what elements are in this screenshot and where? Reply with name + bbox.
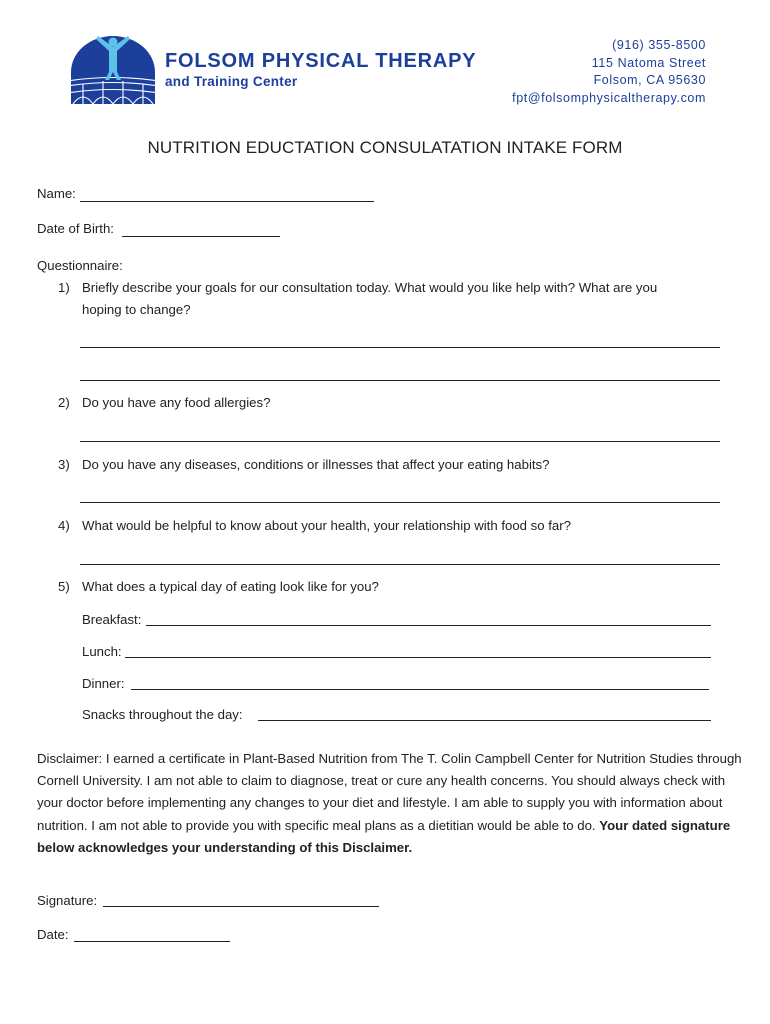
folsom-bridge-logo-icon (69, 34, 157, 106)
signature-label: Signature: (37, 893, 98, 908)
snacks-field-line[interactable] (258, 720, 711, 721)
disclaimer-acknowledgement: Your dated signature below acknowledges your understanding of this Disclaimer. (37, 817, 731, 855)
dinner-label: Dinner: (82, 676, 125, 691)
q1-text-line2: hoping to change? (82, 302, 191, 317)
q2-text: Do you have any food allergies? (82, 395, 271, 410)
q4-number: 4) (58, 518, 70, 533)
q5-text: What does a typical day of eating look like for you? (82, 579, 379, 594)
q1-answer-line-1[interactable] (80, 347, 720, 348)
q3-text: Do you have any diseases, conditions or illnesses that affect your eating habits? (82, 457, 550, 472)
email-address: fpt@folsomphysicaltherapy.com (512, 90, 706, 105)
q1-number: 1) (58, 280, 70, 295)
q3-number: 3) (58, 457, 70, 472)
q1-text-line1: Briefly describe your goals for our consultation today. What would you like help with? What are you (82, 280, 658, 295)
q1-answer-line-2[interactable] (80, 380, 720, 381)
brand-subtitle: and Training Center (165, 74, 298, 89)
street-address: 115 Natoma Street (591, 55, 706, 70)
questionnaire-label: Questionnaire: (37, 258, 123, 273)
city-state-zip: Folsom, CA 95630 (593, 73, 706, 87)
q2-number: 2) (58, 395, 70, 410)
dob-label: Date of Birth: (37, 221, 114, 236)
q4-answer-line[interactable] (80, 564, 720, 565)
q5-number: 5) (58, 579, 70, 594)
brand-name: FOLSOM PHYSICAL THERAPY (165, 50, 477, 72)
disclaimer-text: Disclaimer: I earned a certificate in Plant-Based Nutrition from The T. Colin Campbell Center for Nutrition Studies through Cornell University. I am not able to claim to diagnose, treat or cure any health concerns. You should always check with your doctor before implementing any changes to your diet and lifestyle. I am able to supply you with information about nutrition. I am not able to provide you with specific meal plans as a dietitian would be able to do. (37, 751, 742, 833)
phone-number: (916) 355-8500 (612, 38, 706, 52)
signature-field-line[interactable] (103, 906, 379, 907)
breakfast-field-line[interactable] (146, 625, 711, 626)
breakfast-label: Breakfast: (82, 612, 142, 627)
date-label: Date: (37, 927, 69, 942)
date-field-line[interactable] (74, 941, 230, 942)
q4-text: What would be helpful to know about your health, your relationship with food so far? (82, 518, 571, 533)
name-field-line[interactable] (80, 201, 374, 202)
lunch-field-line[interactable] (125, 657, 711, 658)
contact-block (512, 37, 706, 107)
q3-answer-line[interactable] (80, 502, 720, 503)
dinner-field-line[interactable] (131, 689, 709, 690)
form-title: NUTRITION EDUCTATION CONSULATATION INTAKE FORM (147, 138, 623, 157)
lunch-label: Lunch: (82, 644, 122, 659)
name-label: Name: (37, 186, 76, 201)
disclaimer-paragraph (37, 748, 742, 859)
snacks-label: Snacks throughout the day: (82, 707, 243, 722)
dob-field-line[interactable] (122, 236, 280, 237)
q2-answer-line[interactable] (80, 441, 720, 442)
